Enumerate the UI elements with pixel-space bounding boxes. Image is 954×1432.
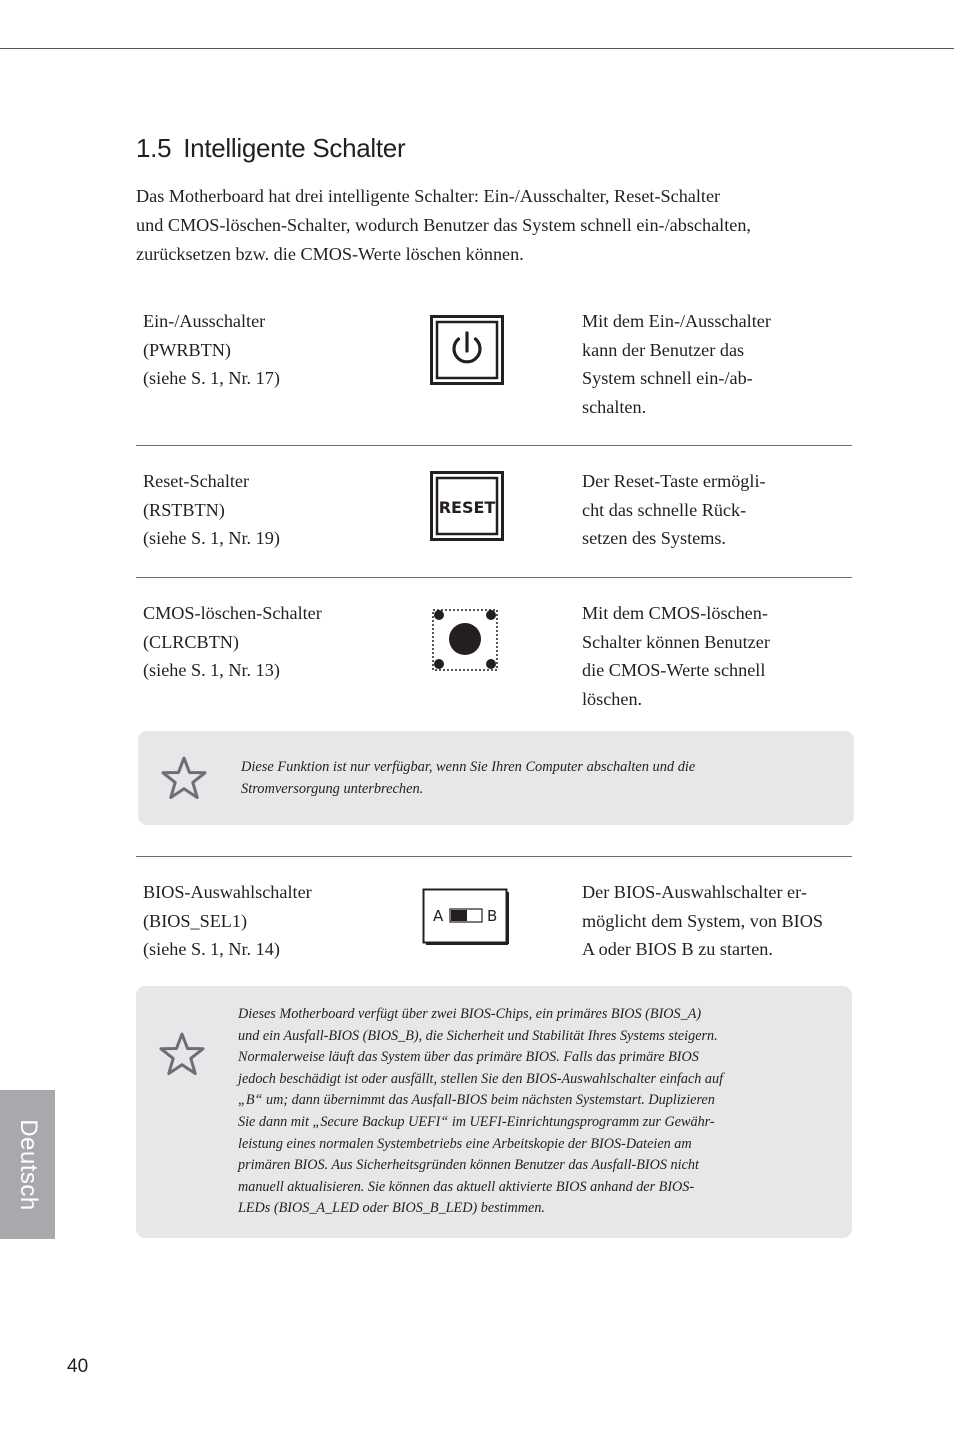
description-line: schalten. bbox=[582, 397, 647, 418]
power-switch-description bbox=[582, 307, 847, 422]
intro-line: und CMOS-löschen-Schalter, wodurch Benutzer das System schnell ein-/abschalten, bbox=[136, 215, 751, 235]
intro-paragraph bbox=[136, 182, 826, 269]
switch-code: (RSTBTN) bbox=[143, 499, 225, 520]
description-line: Der Reset-Taste ermögli- bbox=[582, 471, 766, 491]
note-line: primären BIOS. Aus Sicherheitsgründen können Benutzer das Ausfall-BIOS nicht bbox=[238, 1157, 699, 1174]
page-number: 40 bbox=[67, 1356, 89, 1377]
power-switch-label bbox=[143, 307, 393, 393]
note-line: Dieses Motherboard verfügt über zwei BIOS-Chips, ein primäres BIOS (BIOS_A) bbox=[238, 1006, 702, 1022]
description-line: System schnell ein-/ab- bbox=[582, 368, 753, 389]
description-line: Mit dem CMOS-löschen- bbox=[582, 603, 768, 623]
section-number: 1.5 bbox=[136, 133, 172, 163]
note-line: „B“ um; dann übernimmt das Ausfall-BIOS beim nächsten Systemstart. Duplizieren bbox=[238, 1092, 715, 1109]
bios-select-switch-description bbox=[582, 878, 847, 964]
switch-name: BIOS-Auswahlschalter bbox=[143, 882, 312, 902]
switch-name: Ein-/Ausschalter bbox=[143, 311, 266, 331]
power-button-icon bbox=[430, 315, 504, 385]
clear-cmos-switch-description bbox=[582, 599, 847, 714]
switch-reference: (siehe S. 1, Nr. 19) bbox=[143, 528, 280, 549]
description-line: Mit dem Ein-/Ausschalter bbox=[582, 311, 771, 331]
section-title-text: Intelligente Schalter bbox=[183, 133, 406, 163]
reset-button-icon bbox=[430, 471, 504, 541]
clear-cmos-switch-label bbox=[143, 599, 393, 685]
bios-b-label: B bbox=[487, 907, 498, 925]
switch-name: CMOS-löschen-Schalter bbox=[143, 603, 322, 623]
reset-icon-label: RESET bbox=[438, 498, 496, 517]
switch-code: (PWRBTN) bbox=[143, 339, 231, 360]
note-text bbox=[238, 1004, 723, 1220]
bios-select-switch-icon bbox=[422, 888, 510, 946]
star-icon bbox=[160, 755, 208, 801]
note-line: manuell aktualisieren. Sie können das aktuell aktivierte BIOS anhand der BIOS- bbox=[238, 1178, 695, 1195]
description-line: Schalter können Benutzer bbox=[582, 631, 770, 652]
reset-switch-description bbox=[582, 467, 847, 553]
star-icon bbox=[158, 1031, 206, 1077]
switch-reference: (siehe S. 1, Nr. 14) bbox=[143, 939, 280, 960]
note-line: Normalerweise läuft das System über das primäre BIOS. Falls das primäre BIOS bbox=[238, 1049, 699, 1066]
language-side-tab bbox=[0, 1090, 55, 1239]
language-label: Deutsch bbox=[14, 1118, 42, 1211]
note-box bbox=[138, 731, 854, 825]
note-box bbox=[136, 986, 852, 1238]
note-line: und ein Ausfall-BIOS (BIOS_B), die Sicherheit und Stabilität Ihres Systems steigern. bbox=[238, 1027, 718, 1044]
switch-reference: (siehe S. 1, Nr. 13) bbox=[143, 660, 280, 681]
reset-switch-label bbox=[143, 467, 393, 553]
note-line: leistung eines normalen Systembetriebs eine Arbeitskopie der BIOS-Dateien am bbox=[238, 1135, 692, 1152]
intro-line: zurücksetzen bzw. die CMOS-Werte löschen können. bbox=[136, 244, 524, 264]
row-divider bbox=[136, 856, 852, 857]
row-divider bbox=[136, 445, 852, 446]
note-line: Stromversorgung unterbrechen. bbox=[241, 781, 424, 797]
note-line: jedoch beschädigt ist oder ausfällt, stellen Sie den BIOS-Auswahlschalter einfach auf bbox=[238, 1070, 724, 1087]
switch-name: Reset-Schalter bbox=[143, 471, 250, 491]
note-line: LEDs (BIOS_A_LED oder BIOS_B_LED) bestimmen. bbox=[238, 1200, 545, 1217]
intro-line: Das Motherboard hat drei intelligente Schalter: Ein-/Ausschalter, Reset-Schalter bbox=[136, 186, 721, 206]
switch-code: (BIOS_SEL1) bbox=[143, 910, 248, 931]
clear-cmos-button-icon bbox=[430, 607, 500, 673]
row-divider bbox=[136, 577, 852, 578]
bios-select-switch-label bbox=[143, 878, 393, 964]
note-text bbox=[241, 756, 695, 800]
description-line: kann der Benutzer das bbox=[582, 339, 745, 360]
description-line: A oder BIOS B zu starten. bbox=[582, 939, 773, 960]
header-rule bbox=[0, 48, 954, 49]
description-line: löschen. bbox=[582, 689, 643, 710]
note-line: Sie dann mit „Secure Backup UEFI“ im UEFI-Einrichtungsprogramm zur Gewähr- bbox=[238, 1113, 715, 1130]
description-line: setzen des Systems. bbox=[582, 528, 726, 549]
description-line: cht das schnelle Rück- bbox=[582, 499, 747, 520]
bios-a-label: A bbox=[433, 907, 444, 925]
description-line: die CMOS-Werte schnell bbox=[582, 660, 766, 681]
note-line: Diese Funktion ist nur verfügbar, wenn Sie Ihren Computer abschalten und die bbox=[241, 759, 696, 775]
section-title bbox=[136, 133, 405, 164]
description-line: Der BIOS-Auswahlschalter er- bbox=[582, 882, 807, 902]
switch-code: (CLRCBTN) bbox=[143, 631, 239, 652]
switch-reference: (siehe S. 1, Nr. 17) bbox=[143, 368, 280, 389]
description-line: möglicht dem System, von BIOS bbox=[582, 910, 823, 931]
